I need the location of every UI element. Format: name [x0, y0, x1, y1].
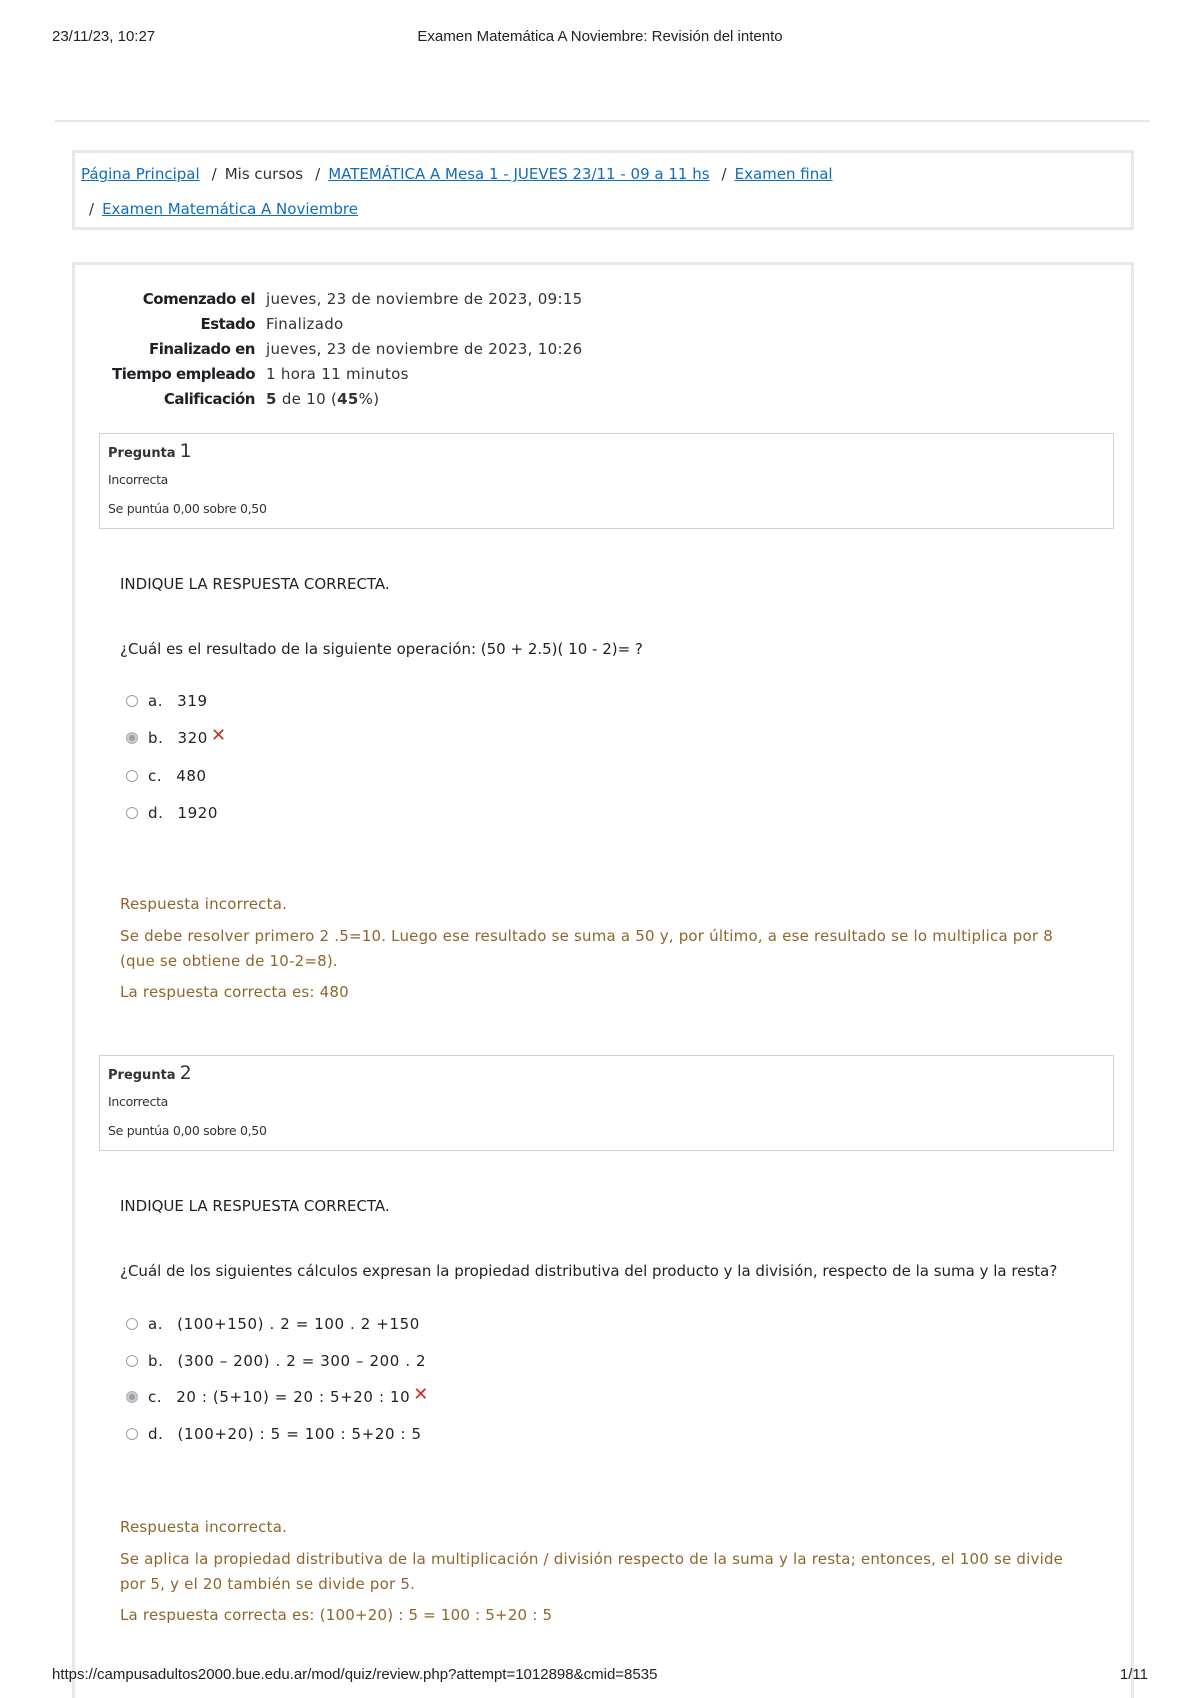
print-page-number: 1/11: [1119, 1666, 1148, 1683]
radio-button[interactable]: [126, 770, 138, 782]
feedback-correct-answer: La respuesta correcta es: (100+20) : 5 = 100 : 5+20 : 5: [120, 1606, 553, 1624]
print-url: https://campusadultos2000.bue.edu.ar/mod/quiz/review.php?attempt=1012898&cmid=8535: [52, 1666, 658, 1683]
header-divider: [55, 120, 1150, 122]
radio-button[interactable]: [126, 1428, 138, 1440]
question-text: ¿Cuál de los siguientes cálculos expresan la propiedad distributiva del producto y la división, respecto de la suma y la resta?: [120, 1262, 1058, 1280]
answer-option[interactable]: c. 20 : (5+10) = 20 : 5+20 : 10 ✕: [126, 1386, 429, 1408]
summary-value: jueves, 23 de noviembre de 2023, 09:15: [266, 290, 583, 308]
print-header: [52, 28, 1148, 48]
grade-percent: 45: [337, 390, 359, 408]
feedback-status: Respuesta incorrecta.: [120, 895, 288, 913]
feedback-correct-answer: La respuesta correcta es: 480: [120, 983, 349, 1001]
radio-button[interactable]: [126, 807, 138, 819]
print-page-title: Examen Matemática A Noviembre: Revisión del intento: [417, 28, 783, 45]
answer-text: (100+150) . 2 = 100 . 2 +150: [177, 1315, 420, 1333]
summary-time-row: [75, 365, 975, 389]
answer-option[interactable]: a. (100+150) . 2 = 100 . 2 +150: [126, 1313, 420, 1335]
question-state: Incorrecta: [108, 1094, 169, 1109]
radio-button[interactable]: [126, 695, 138, 707]
question-instruction: INDIQUE LA RESPUESTA CORRECTA.: [120, 575, 390, 593]
radio-button-selected[interactable]: [126, 1391, 138, 1403]
question-instruction: INDIQUE LA RESPUESTA CORRECTA.: [120, 1197, 390, 1215]
quiz-review-region: [72, 262, 1134, 1698]
answer-text: 480: [176, 767, 207, 785]
grade-score: 5: [266, 390, 277, 408]
print-footer: [52, 1666, 1148, 1686]
answer-text: 319: [177, 692, 208, 710]
answer-option[interactable]: c. 480: [126, 765, 207, 787]
summary-label: Finalizado en: [149, 340, 255, 358]
summary-label: Estado: [200, 315, 255, 333]
answer-text: 1920: [177, 804, 219, 822]
feedback-status: Respuesta incorrecta.: [120, 1518, 288, 1536]
summary-grade-row: [75, 390, 975, 414]
answer-option[interactable]: b. 320 ✕: [126, 727, 227, 749]
summary-value: Finalizado: [266, 315, 344, 333]
answer-text: (100+20) : 5 = 100 : 5+20 : 5: [177, 1425, 422, 1443]
answer-text: 320: [177, 729, 208, 747]
feedback-explanation: Se aplica la propiedad distributiva de la multiplicación / división respecto de la suma y la resta; entonces, el 100 se divide por 5, y el 20 también se divide por 5.: [120, 1550, 1064, 1593]
summary-finished-row: [75, 340, 975, 364]
radio-button[interactable]: [126, 1318, 138, 1330]
summary-state-row: [75, 315, 975, 339]
question-grade: Se puntúa 0,00 sobre 0,50: [108, 1123, 267, 1138]
radio-button[interactable]: [126, 1355, 138, 1367]
summary-value: jueves, 23 de noviembre de 2023, 10:26: [266, 340, 583, 358]
question-text: ¿Cuál es el resultado de la siguiente operación: (50 + 2.5)( 10 - 2)= ?: [120, 640, 643, 658]
breadcrumb: Página Principal / Mis cursos / MATEMÁTICA A Mesa 1 - JUEVES 23/11 - 09 a 11 hs / Examen final / Examen Matemática A Noviembre: [72, 150, 1134, 230]
summary-value: 5 de 10 (45%): [266, 390, 380, 408]
question-number: Pregunta 1: [108, 440, 192, 462]
answer-option[interactable]: d. (100+20) : 5 = 100 : 5+20 : 5: [126, 1423, 422, 1445]
breadcrumb-my-courses: Mis cursos: [224, 165, 304, 183]
summary-started-row: [75, 290, 975, 314]
question-info-1: [99, 433, 1114, 529]
answer-option[interactable]: d. 1920: [126, 802, 218, 824]
answer-text: 20 : (5+10) = 20 : 5+20 : 10: [176, 1388, 411, 1406]
cross-icon: ✕: [413, 1383, 429, 1405]
radio-button-selected[interactable]: [126, 732, 138, 744]
feedback-explanation: Se debe resolver primero 2 .5=10. Luego ese resultado se suma a 50 y, por último, a ese resultado se lo multiplica por 8 (que se obtiene de 10-2=8).: [120, 927, 1053, 970]
summary-value: 1 hora 11 minutos: [266, 365, 409, 383]
question-state: Incorrecta: [108, 472, 169, 487]
cross-icon: ✕: [210, 724, 227, 746]
answer-text: (300 – 200) . 2 = 300 – 200 . 2: [177, 1352, 427, 1370]
print-datetime: 23/11/23, 10:27: [52, 28, 156, 45]
question-grade: Se puntúa 0,00 sobre 0,50: [108, 501, 267, 516]
answer-option[interactable]: a. 319: [126, 690, 208, 712]
question-number: Pregunta 2: [108, 1062, 192, 1084]
breadcrumb-home-link[interactable]: Página Principal: [81, 165, 200, 183]
breadcrumb-course-link[interactable]: MATEMÁTICA A Mesa 1 - JUEVES 23/11 - 09 a 11 hs: [328, 165, 710, 183]
breadcrumb-section-link[interactable]: Examen final: [734, 165, 833, 183]
summary-label: Tiempo empleado: [112, 365, 255, 383]
answer-option[interactable]: b. (300 – 200) . 2 = 300 – 200 . 2: [126, 1350, 426, 1372]
summary-label: Comenzado el: [142, 290, 255, 308]
summary-label: Calificación: [163, 390, 255, 408]
question-info-2: [99, 1055, 1114, 1151]
breadcrumb-quiz-link[interactable]: Examen Matemática A Noviembre: [102, 200, 358, 218]
